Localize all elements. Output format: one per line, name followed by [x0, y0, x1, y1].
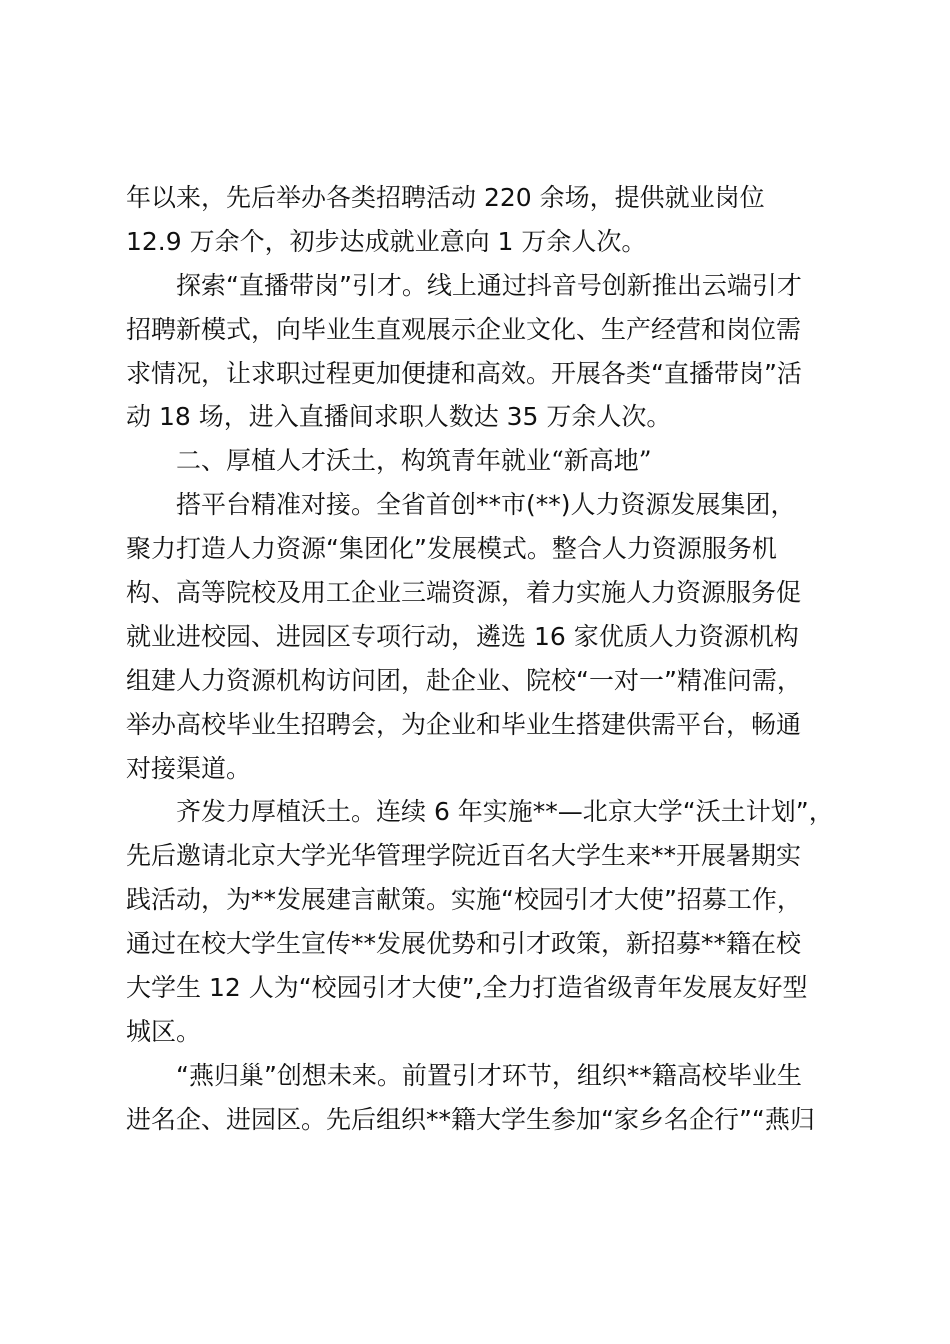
text-line: 聚力打造人力资源“集团化”发展模式。整合人力资源服务机 — [126, 534, 777, 564]
text-line: 通过在校大学生宣传**发展优势和引才政策，新招募**籍在校 — [126, 929, 802, 959]
text-line: 动 18 场，进入直播间求职人数达 35 万余人次。 — [126, 402, 672, 432]
text-line: 城区。 — [126, 1016, 202, 1046]
text-line: 年以来，先后举办各类招聘活动 220 余场，提供就业岗位 — [126, 183, 765, 212]
text-line: 大学生 12 人为“校园引才大使”,全力打造省级青年发展友好型 — [126, 973, 808, 1003]
text-line: 探索“直播带岗”引才。线上通过抖音号创新推出云端引才 — [176, 270, 802, 300]
text-line: “燕归巢”创想未来。前置引才环节，组织**籍高校毕业生 — [176, 1060, 802, 1090]
text-line: 构、高等院校及用工企业三端资源，着力实施人力资源服务促 — [126, 578, 802, 608]
text-line: 求情况，让求职过程更加便捷和高效。开展各类“直播带岗”活 — [126, 358, 802, 388]
text-line: 进名企、进园区。先后组织**籍大学生参加“家乡名企行”“燕归 — [126, 1104, 815, 1134]
text-line: 就业进校园、进园区专项行动，遴选 16 家优质人力资源机构 — [126, 621, 799, 651]
section-heading: 二、厚植人才沃土，构筑青年就业“新高地” — [176, 446, 652, 476]
text-line: 12.9 万余个，初步达成就业意向 1 万余人次。 — [126, 226, 647, 256]
text-line: 组建人力资源机构访问团，赴企业、院校“一对一”精准问需， — [126, 665, 802, 695]
text-line: 齐发力厚植沃土。连续 6 年实施**—北京大学“沃土计划”， — [176, 797, 834, 827]
text-line: 践活动，为**发展建言献策。实施“校园引才大使”招募工作， — [126, 885, 802, 915]
text-line: 对接渠道。 — [126, 753, 252, 783]
text-line: 招聘新模式，向毕业生直观展示企业文化、生产经营和岗位需 — [126, 314, 802, 344]
text-line: 搭平台精准对接。全省首创**市(**)人力资源发展集团， — [176, 490, 796, 520]
document-body — [126, 176, 834, 1142]
text-line: 举办高校毕业生招聘会，为企业和毕业生搭建供需平台，畅通 — [126, 709, 802, 739]
text-line: 先后邀请北京大学光华管理学院近百名大学生来**开展暑期实 — [126, 841, 802, 871]
